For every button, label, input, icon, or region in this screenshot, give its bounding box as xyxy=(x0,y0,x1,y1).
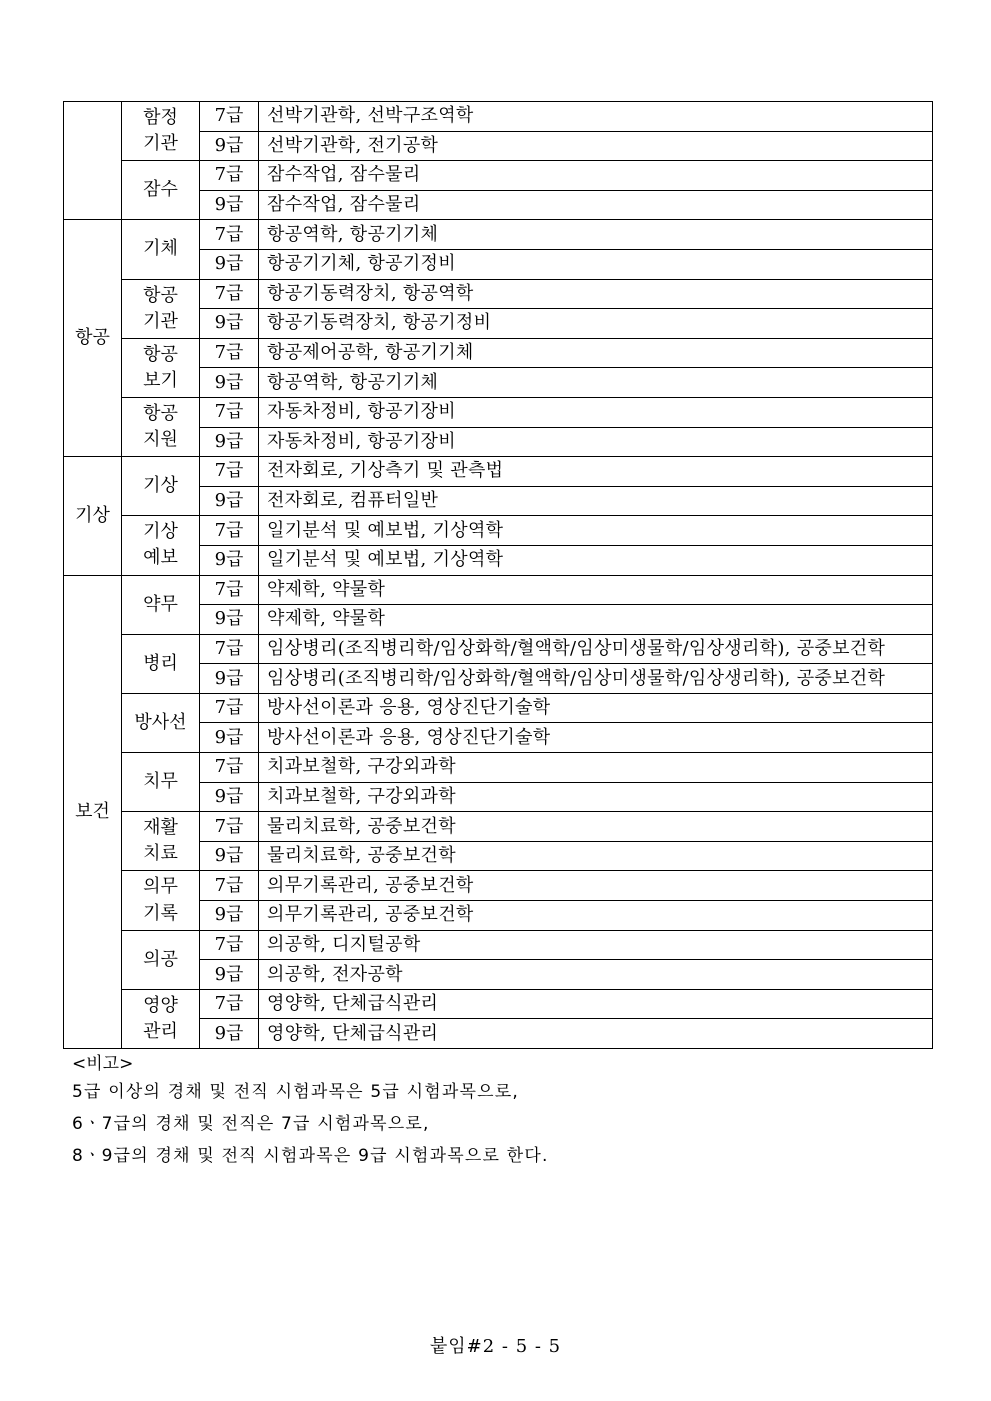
subjects-cell: 자동차정비, 항공기장비 xyxy=(259,397,933,427)
series-name-line: 보기 xyxy=(143,369,178,391)
subjects-cell: 치과보철학, 구강외과학 xyxy=(259,753,933,783)
field-cell xyxy=(64,102,122,220)
series-name-line: 잠수 xyxy=(143,179,178,201)
table-row xyxy=(64,693,933,723)
grade-cell: 9급 xyxy=(200,605,259,635)
series-name-line: 영양 xyxy=(143,994,178,1016)
series-cell xyxy=(122,989,200,1048)
subjects-cell: 의무기록관리, 공중보건학 xyxy=(259,871,933,901)
series-cell xyxy=(122,693,200,752)
grade-cell: 7급 xyxy=(200,220,259,250)
series-cell xyxy=(122,575,200,634)
series-name-line: 치무 xyxy=(143,771,178,793)
grade-cell: 7급 xyxy=(200,338,259,368)
page-footer: 붙임#2 - 5 - 5 xyxy=(429,1336,562,1357)
series-name-line: 기상 xyxy=(143,521,178,543)
grade-cell: 7급 xyxy=(200,397,259,427)
series-cell xyxy=(122,397,200,456)
field-cell: 기상 xyxy=(64,457,122,575)
subjects-cell: 의공학, 디지털공학 xyxy=(259,930,933,960)
table-row xyxy=(64,279,933,309)
subjects-cell: 항공제어공학, 항공기기체 xyxy=(259,338,933,368)
subjects-cell: 잠수작업, 잠수물리 xyxy=(259,161,933,191)
series-name-line: 지원 xyxy=(143,429,178,451)
subjects-cell: 의무기록관리, 공중보건학 xyxy=(259,901,933,931)
grade-cell: 7급 xyxy=(200,812,259,842)
table-row xyxy=(64,457,933,487)
subjects-cell: 선박기관학, 선박구조역학 xyxy=(259,102,933,132)
table-row xyxy=(64,161,933,191)
subjects-cell: 방사선이론과 응용, 영상진단기술학 xyxy=(259,693,933,723)
grade-cell: 9급 xyxy=(200,309,259,339)
series-cell xyxy=(122,753,200,812)
subjects-cell: 일기분석 및 예보법, 기상역학 xyxy=(259,516,933,546)
grade-cell: 9급 xyxy=(200,1019,259,1049)
grade-cell: 7급 xyxy=(200,457,259,487)
table-row xyxy=(64,516,933,546)
field-cell: 보건 xyxy=(64,575,122,1049)
grade-cell: 9급 xyxy=(200,960,259,990)
series-cell xyxy=(122,102,200,161)
series-name-line: 함정 xyxy=(143,107,178,128)
subjects-cell: 자동차정비, 항공기장비 xyxy=(259,427,933,457)
table-row xyxy=(64,989,933,1019)
field-cell: 항공 xyxy=(64,220,122,457)
series-cell xyxy=(122,220,200,279)
grade-cell: 9급 xyxy=(200,249,259,279)
subjects-cell: 잠수작업, 잠수물리 xyxy=(259,190,933,220)
table-row xyxy=(64,220,933,250)
series-name-line: 의무 xyxy=(143,876,178,898)
remarks-block xyxy=(72,1052,549,1172)
series-name-line: 치료 xyxy=(143,843,178,865)
exam-subjects-table xyxy=(63,101,933,1049)
grade-cell: 9급 xyxy=(200,723,259,753)
grade-cell: 9급 xyxy=(200,901,259,931)
series-name-line: 항공 xyxy=(143,284,178,306)
series-name-line: 기체 xyxy=(143,238,178,260)
subjects-cell: 항공역학, 항공기기체 xyxy=(259,368,933,398)
series-name-line: 병리 xyxy=(143,652,178,674)
series-name-line: 항공 xyxy=(143,402,178,424)
remarks-line: 8ㆍ9급의 경채 및 전직 시험과목은 9급 시험과목으로 한다. xyxy=(72,1146,549,1166)
series-name-line: 관리 xyxy=(143,1020,178,1042)
table-row xyxy=(64,753,933,783)
subjects-cell: 영양학, 단체급식관리 xyxy=(259,1019,933,1049)
table-row xyxy=(64,397,933,427)
table-row xyxy=(64,575,933,605)
series-name-line: 항공 xyxy=(143,343,178,365)
grade-cell: 9급 xyxy=(200,841,259,871)
grade-cell: 7급 xyxy=(200,693,259,723)
grade-cell: 9급 xyxy=(200,782,259,812)
series-name-line: 기록 xyxy=(143,902,178,924)
grade-cell: 7급 xyxy=(200,989,259,1019)
grade-cell: 7급 xyxy=(200,634,259,664)
series-name-line: 기관 xyxy=(143,133,178,155)
table-row xyxy=(64,871,933,901)
series-name-line: 예보 xyxy=(143,547,178,569)
subjects-cell: 일기분석 및 예보법, 기상역학 xyxy=(259,545,933,575)
series-cell xyxy=(122,871,200,930)
grade-cell: 9급 xyxy=(200,131,259,161)
grade-cell: 7급 xyxy=(200,871,259,901)
subjects-cell: 임상병리(조직병리학/임상화학/혈액학/임상미생물학/임상생리학), 공중보건학 xyxy=(259,634,933,664)
table-row xyxy=(64,634,933,664)
series-cell xyxy=(122,457,200,516)
subjects-cell: 약제학, 약물학 xyxy=(259,575,933,605)
table-row xyxy=(64,102,933,132)
grade-cell: 9급 xyxy=(200,368,259,398)
series-name-line: 기관 xyxy=(143,310,178,332)
grade-cell: 7급 xyxy=(200,516,259,546)
remarks-line: 5급 이상의 경채 및 전직 시험과목은 5급 시험과목으로, xyxy=(72,1082,519,1102)
series-cell xyxy=(122,279,200,338)
table-row xyxy=(64,812,933,842)
subjects-cell: 의공학, 전자공학 xyxy=(259,960,933,990)
table-row xyxy=(64,930,933,960)
subjects-cell: 영양학, 단체급식관리 xyxy=(259,989,933,1019)
series-cell xyxy=(122,812,200,871)
series-name-line: 방사선 xyxy=(134,711,187,733)
grade-cell: 9급 xyxy=(200,486,259,516)
subjects-cell: 항공기기체, 항공기정비 xyxy=(259,249,933,279)
grade-cell: 9급 xyxy=(200,664,259,694)
series-cell xyxy=(122,338,200,397)
series-name-line: 기상 xyxy=(143,475,178,497)
grade-cell: 7급 xyxy=(200,161,259,191)
subjects-cell: 전자회로, 기상측기 및 관측법 xyxy=(259,457,933,487)
subjects-cell: 치과보철학, 구강외과학 xyxy=(259,782,933,812)
subjects-cell: 항공기동력장치, 항공역학 xyxy=(259,279,933,309)
remarks-line: 6ㆍ7급의 경채 및 전직은 7급 시험과목으로, xyxy=(72,1114,430,1134)
subjects-cell: 항공기동력장치, 항공기정비 xyxy=(259,309,933,339)
subjects-cell: 물리치료학, 공중보건학 xyxy=(259,812,933,842)
grade-cell: 7급 xyxy=(200,102,259,132)
subjects-cell: 물리치료학, 공중보건학 xyxy=(259,841,933,871)
subjects-cell: 방사선이론과 응용, 영상진단기술학 xyxy=(259,723,933,753)
grade-cell: 9급 xyxy=(200,545,259,575)
grade-cell: 7급 xyxy=(200,575,259,605)
table-row xyxy=(64,338,933,368)
subjects-cell: 전자회로, 컴퓨터일반 xyxy=(259,486,933,516)
grade-cell: 9급 xyxy=(200,190,259,220)
grade-cell: 7급 xyxy=(200,930,259,960)
series-name-line: 의공 xyxy=(143,948,178,970)
series-cell xyxy=(122,634,200,693)
series-cell xyxy=(122,161,200,220)
grade-cell: 9급 xyxy=(200,427,259,457)
series-cell xyxy=(122,516,200,575)
subjects-cell: 선박기관학, 전기공학 xyxy=(259,131,933,161)
remarks-title: <비고> xyxy=(72,1054,134,1074)
grade-cell: 7급 xyxy=(200,753,259,783)
subjects-cell: 항공역학, 항공기기체 xyxy=(259,220,933,250)
subjects-cell: 약제학, 약물학 xyxy=(259,605,933,635)
series-name-line: 약무 xyxy=(143,593,178,615)
subjects-cell: 임상병리(조직병리학/임상화학/혈액학/임상미생물학/임상생리학), 공중보건학 xyxy=(259,664,933,694)
series-cell xyxy=(122,930,200,989)
series-name-line: 재활 xyxy=(143,817,178,839)
grade-cell: 7급 xyxy=(200,279,259,309)
